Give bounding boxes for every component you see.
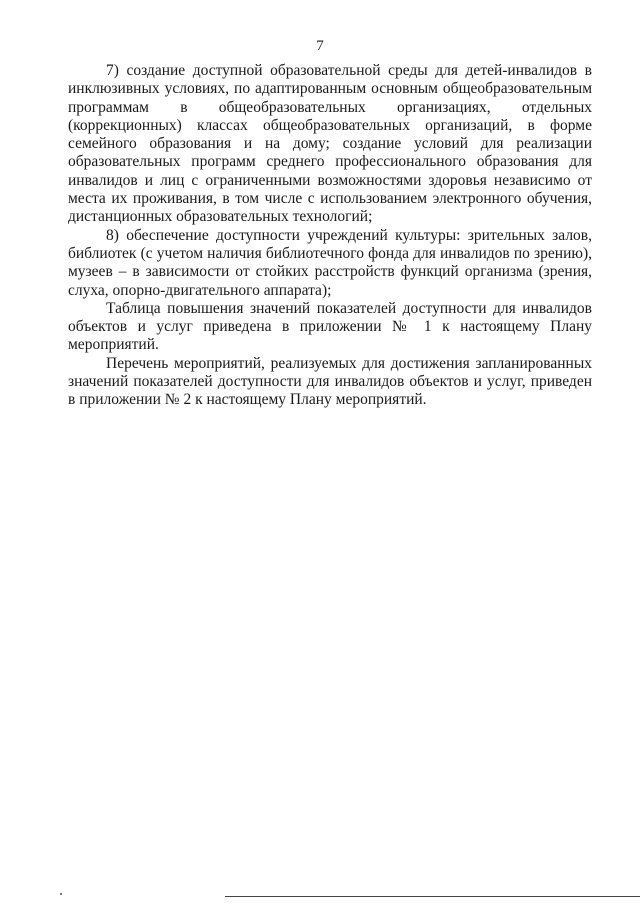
paragraph-item-7-education: 7) создание доступной образовательной среды для детей-инвалидов в инклюзивных условиях, по адаптированным основным общеобразовательным программам в общеобразовательных организациях, отдельных (коррекционных) классах общеобразовательных организаций, в форме семейного образования и на дому; создание условий для реализации образовательных программ среднего профессионального образования для инвалидов и лиц с ограниченными возможностями здоровья независимо от места их проживания, в том числе с использованием электронного обучения, дистанционных образовательных технологий; (68, 62, 592, 226)
paragraph-item-8-culture: 8) обеспечение доступности учреждений культуры: зрительных залов, библиотек (с учетом наличия библиотечного фонда для инвалидов по зрению), музеев – в зависимости от стойких расстройств функций организма (зрения, слуха, опорно-двигательного аппарата); (68, 226, 592, 299)
page-number: 7 (316, 38, 324, 54)
scan-mark (60, 893, 62, 895)
document-body (68, 62, 592, 410)
footer-rule (225, 896, 640, 897)
paragraph-appendix-2: Перечень мероприятий, реализуемых для достижения запланированных значений показателей доступности для инвалидов объектов и услуг, приведен в приложении № 2 к настоящему Плану мероприятий. (68, 354, 592, 409)
paragraph-appendix-1: Таблица повышения значений показателей доступности для инвалидов объектов и услуг приведена в приложении № 1 к настоящему Плану мероприятий. (68, 299, 592, 354)
